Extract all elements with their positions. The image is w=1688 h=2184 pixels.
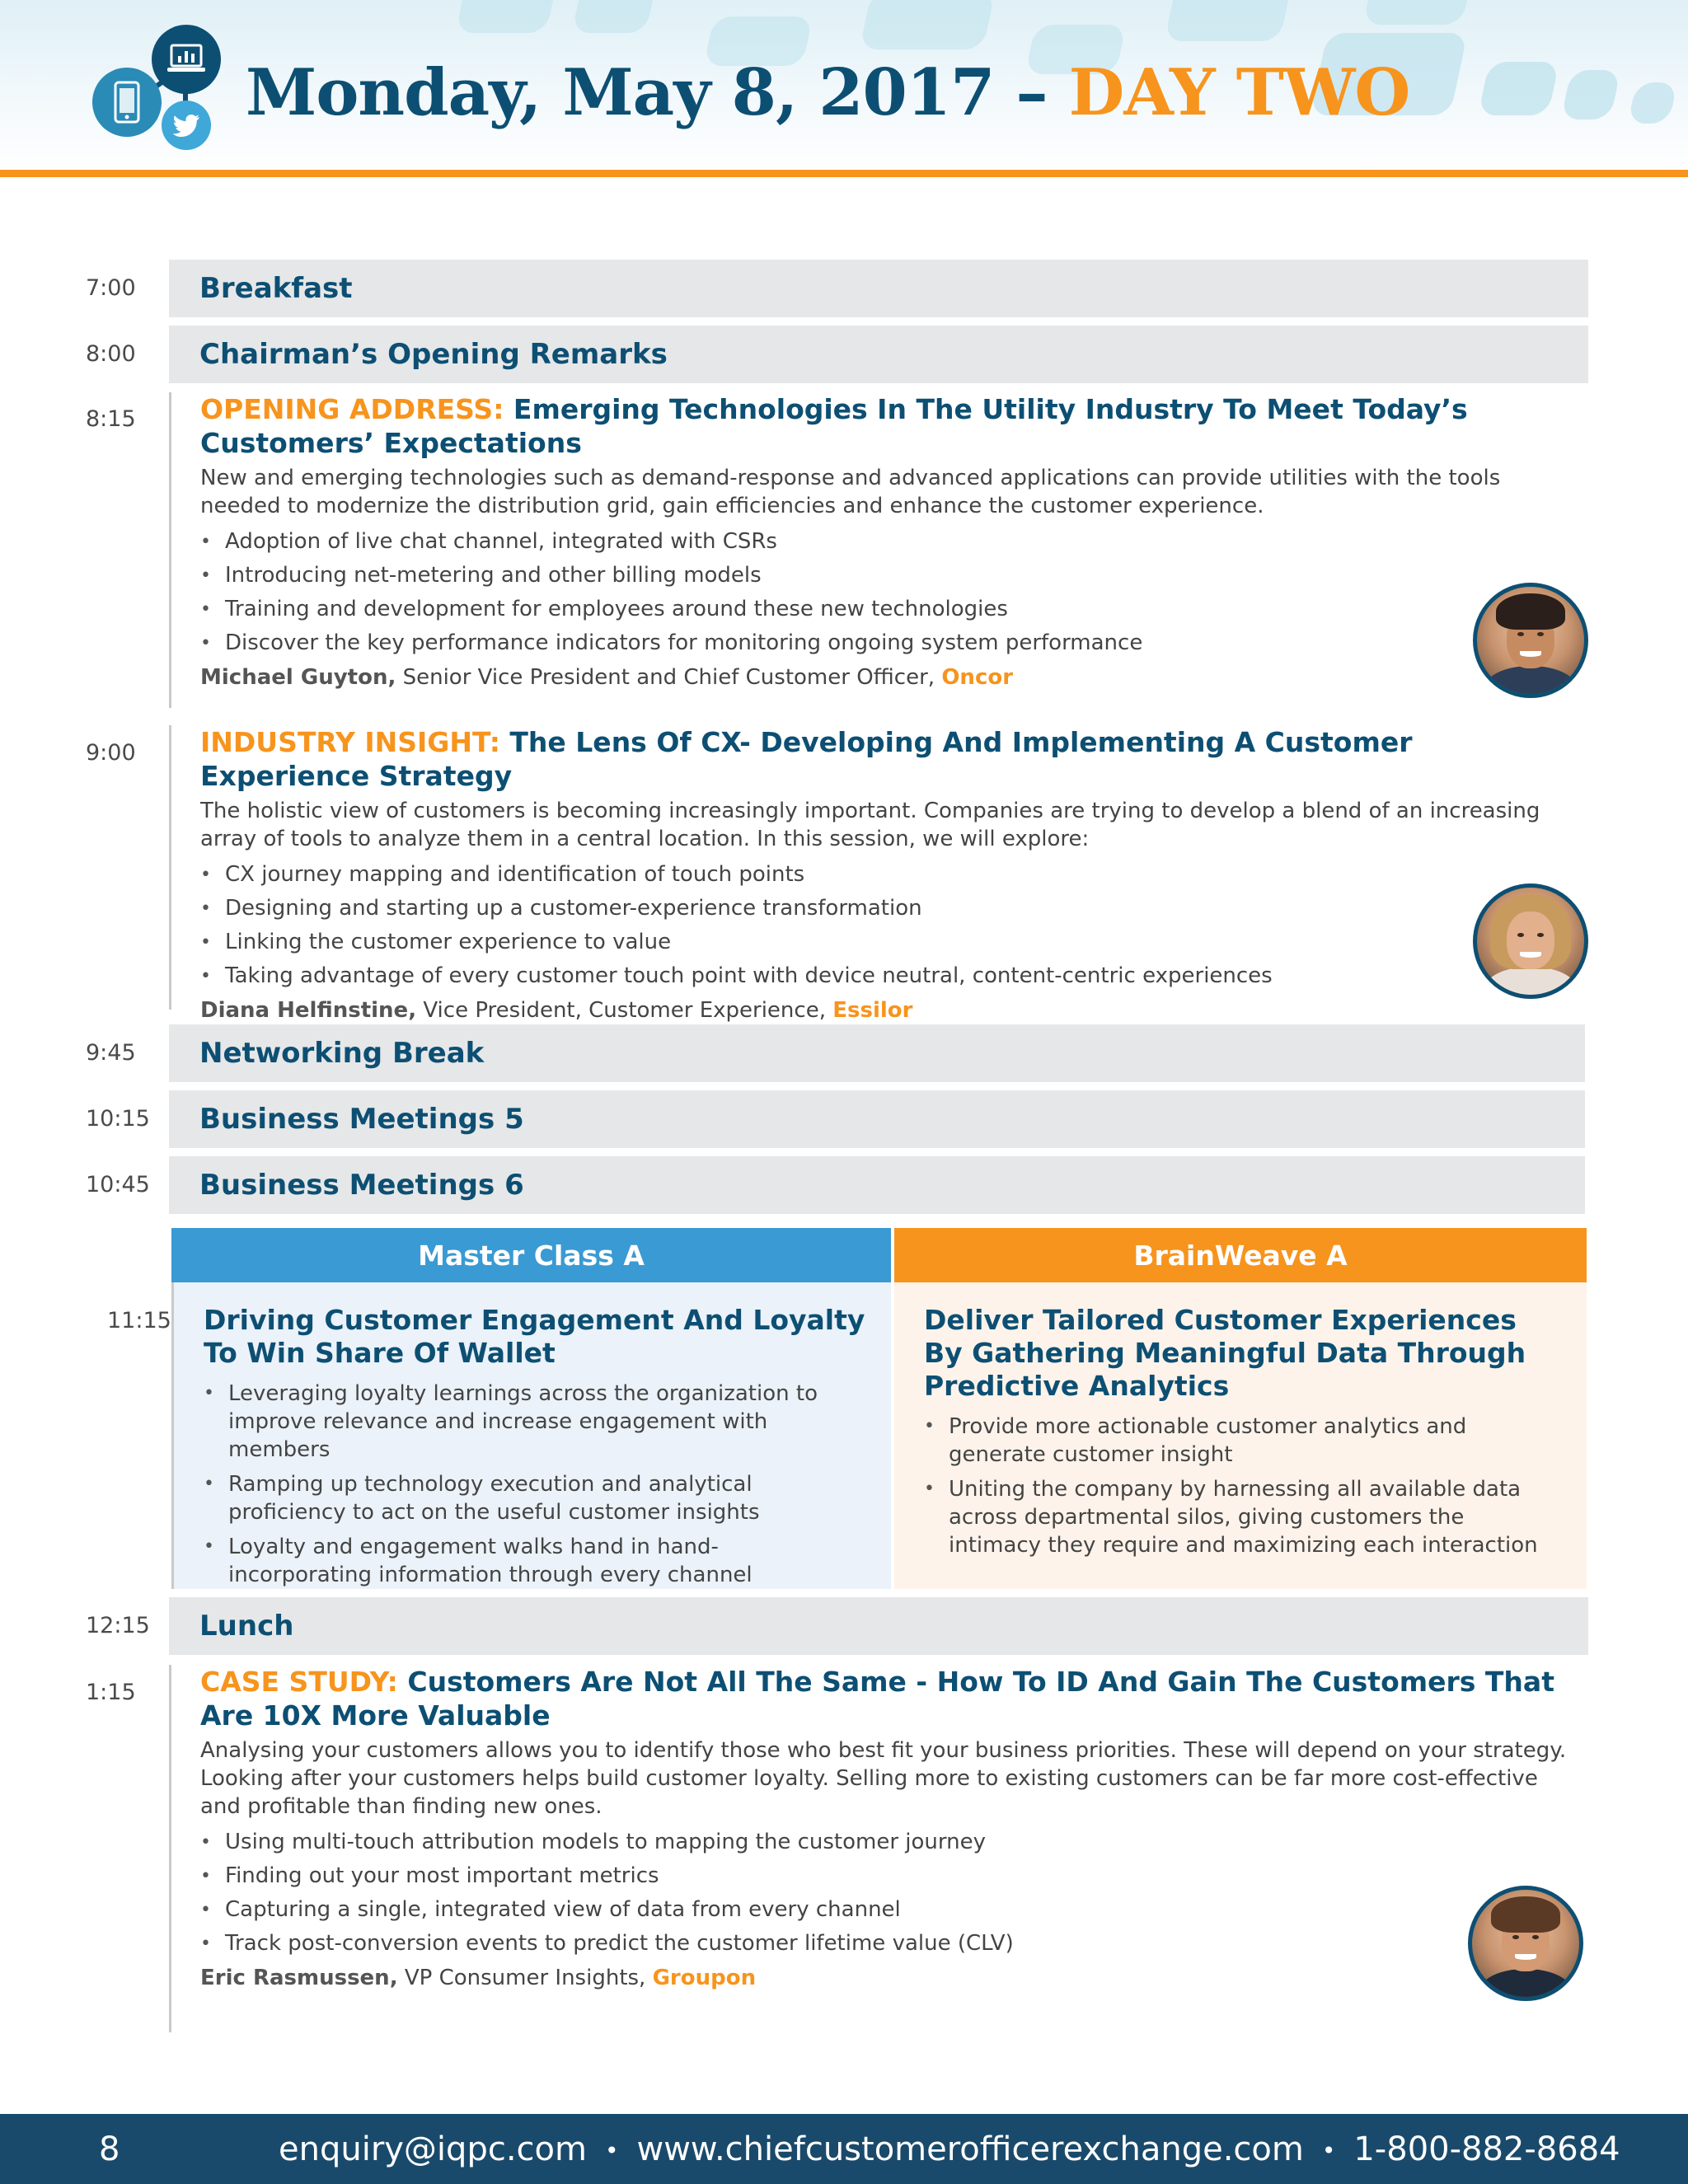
separator-dot: • [1321,2137,1336,2164]
page-title: Monday, May 8, 2017 – DAY TWO [246,55,1410,130]
speaker-company: Oncor [941,665,1014,690]
page-header [0,0,1688,171]
contact-info [279,2130,1620,2168]
agenda-item-business-meetings-5: Business Meetings 5 [169,1090,1585,1148]
website-link[interactable]: www.chiefcustomerofficerexchange.com [636,2130,1304,2168]
speaker-photo [1468,1886,1583,2001]
track-bullets [204,1380,866,1589]
session-opening-address [169,392,1588,708]
speaker-credit [200,995,1588,1026]
session-label: OPENING ADDRESS: [200,393,504,425]
bullet-item: • Track post-conversion events to predict the customer lifetime value (CLV) [200,1927,1588,1961]
speaker-name: Eric Rasmussen, [200,1966,398,1990]
bullet-item: • Capturing a single, integrated view of data from every channel [200,1893,1588,1927]
laptop-chart-icon [152,25,221,94]
track-header-master-class: Master Class A [171,1228,891,1282]
track-title: Deliver Tailored Customer Experiences By Gathering Meaningful Data Through Predictive Analytics [924,1304,1526,1402]
time-label: 7:00 [86,275,136,301]
bullet-item: • Introducing net-metering and other billing models [200,559,1588,593]
track-header-brainweave: BrainWeave A [894,1228,1587,1282]
header-divider [0,170,1688,177]
agenda-item-opening-remarks: Chairman’s Opening Remarks [169,326,1588,383]
page-footer [0,2114,1688,2184]
track-brainweave [894,1282,1587,1589]
bullet-item: • Discover the key performance indicators for monitoring ongoing system performance [200,626,1588,660]
speaker-credit [200,1962,1588,1994]
email-link[interactable]: enquiry@iqpc.com [279,2130,587,2168]
bullet-item: • Loyalty and engagement walks hand in hand- incorporating information through every channel [204,1533,866,1589]
speaker-credit [200,662,1588,693]
bullet-item: • Training and development for employees around these new technologies [200,593,1588,626]
session-label: INDUSTRY INSIGHT: [200,726,500,758]
separator-dot: • [604,2137,619,2164]
agenda-item-business-meetings-6: Business Meetings 6 [169,1156,1585,1214]
session-industry-insight [169,725,1588,1023]
speaker-company: Groupon [652,1966,757,1990]
time-label: 1:15 [86,1680,136,1705]
time-label: 9:45 [86,1040,136,1066]
social-icon-cluster [92,25,232,148]
agenda-item-networking-break: Networking Break [169,1024,1585,1082]
session-description: The holistic view of customers is becoming increasingly important. Companies are trying to develop a blend of an increasing array of tools to analyze them in a central location. In this session, we will explore: [200,799,1540,851]
agenda-item-lunch: Lunch [169,1597,1588,1655]
bullet-item: • Designing and starting up a customer-experience transformation [200,892,1588,926]
bullet-item: • Using multi-touch attribution models to mapping the customer journey [200,1825,1588,1859]
speaker-name: Michael Guyton, [200,665,396,690]
bullet-item: • CX journey mapping and identification of touch points [200,858,1588,892]
time-label: 10:45 [86,1172,150,1197]
time-label: 9:00 [86,740,136,766]
bullet-item: • Provide more actionable customer analytics and generate customer insight [924,1413,1562,1469]
speaker-company: Essilor [832,998,913,1023]
track-title: Driving Customer Engagement And Loyalty To Win Share Of Wallet [204,1304,865,1369]
decorative-shape [860,0,996,49]
session-bullets [200,1825,1588,1961]
decorative-shape [1478,62,1559,115]
bullet-item: • Ramping up technology execution and analytical proficiency to act on the useful customer insights [204,1470,866,1526]
speaker-name: Diana Helfinstine, [200,998,417,1023]
session-title: CASE STUDY: Customers Are Not All The Same - How To ID And Gain The Customers That Are 10X More Valuable [200,1666,1554,1732]
bullet-item: • Taking advantage of every customer touch point with device neutral, content-centric experiences [200,959,1588,993]
decorative-shape [456,0,559,33]
decorative-shape [1561,70,1621,120]
track-master-class [171,1282,891,1589]
agenda-item-breakfast: Breakfast [169,260,1588,317]
bullet-item: • Uniting the company by harnessing all available data across departmental silos, giving customers the intimacy they require and maximizing each interaction [924,1475,1562,1559]
decorative-shape [1165,0,1292,41]
track-bullets [924,1413,1562,1559]
session-description: New and emerging technologies such as demand-response and advanced applications can provide utilities with the tools needed to modernize the distribution grid, gain efficiencies and enhance the customer experience. [200,466,1501,518]
decorative-shape [1628,82,1678,124]
speaker-role: Vice President, Customer Experience, [423,998,826,1023]
time-label: 8:15 [86,406,136,432]
decorative-shape [1363,0,1473,25]
time-label: 12:15 [86,1613,150,1638]
day-label: DAY TWO [1068,55,1410,130]
time-label: 8:00 [86,341,136,367]
speaker-role: VP Consumer Insights, [404,1966,646,1990]
session-label: CASE STUDY: [200,1666,398,1698]
session-title: OPENING ADDRESS: Emerging Technologies In The Utility Industry To Meet Today’s Customers’ Expectations [200,393,1468,459]
speaker-role: Senior Vice President and Chief Customer Officer, [402,665,935,690]
session-bullets [200,525,1588,660]
session-case-study [169,1665,1588,2032]
twitter-bird-icon [162,101,211,150]
bullet-item: • Linking the customer experience to value [200,926,1588,959]
bullet-item: • Finding out your most important metrics [200,1859,1588,1893]
speaker-photo [1473,883,1588,999]
decorative-shape [572,0,657,33]
session-description: Analysing your customers allows you to identify those who best fit your business priorities. These will depend on your strategy. Looking after your customers helps build customer loyalty. Selling more to existing customers can be far more cost-effective and profitable than finding new ones. [200,1738,1567,1819]
smartphone-icon [92,68,162,137]
session-title: INDUSTRY INSIGHT: The Lens Of CX- Developing And Implementing A Customer Experience Strategy [200,726,1413,792]
page-number: 8 [99,2130,120,2168]
phone-number[interactable]: 1-800-882-8684 [1353,2130,1620,2168]
time-label: 11:15 [107,1308,171,1333]
bullet-item: • Adoption of live chat channel, integrated with CSRs [200,525,1588,559]
bullet-item: • Leveraging loyalty learnings across the organization to improve relevance and increase engagement with members [204,1380,866,1464]
session-bullets [200,858,1588,993]
time-label: 10:15 [86,1106,150,1132]
speaker-photo [1473,583,1588,698]
